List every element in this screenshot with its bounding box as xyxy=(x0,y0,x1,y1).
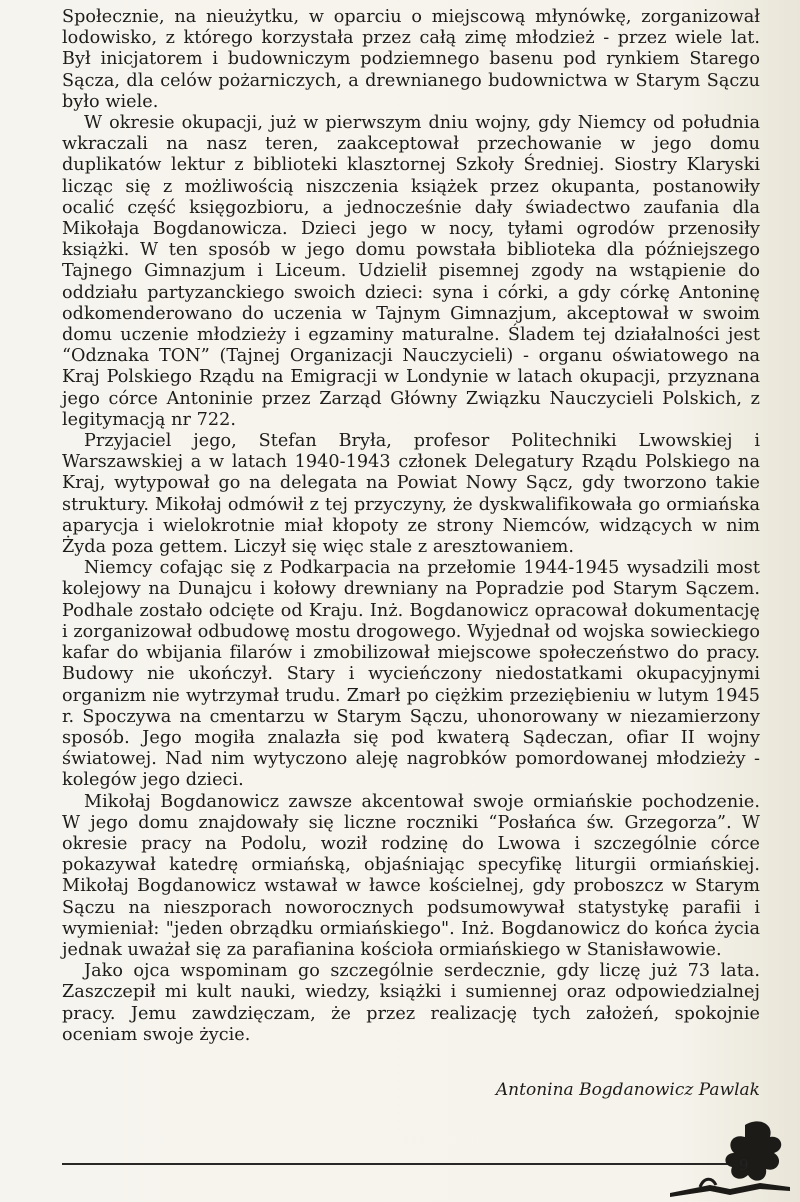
paragraph-4: Niemcy cofając się z Podkarpacia na przełomie 1944-1945 wysadzili most kolejowy na Dunajcu i kołowy drewniany na Popradzie pod Starym Sączem. Podhale zostało odcięte od Kraju. Inż. Bogdanowicz opracował dokumentację i zorganizował odbudowę mostu drogowego. Wyjednał od wojska sowieckiego kafar do wbijania filarów i zmobilizował miejscowe społeczeństwo do pracy. Budowy nie ukończył. Stary i wycieńczony niedostatkami okupacyjnymi organizm nie wytrzymał trudu. Zmarł po ciężkim przeziębieniu w lutym 1945 r. Spoczywa na cmentarzu w Starym Sączu, uhonorowany w niezamierzony sposób. Jego mogiła znalazła się pod kwaterą Sądeczan, ofiar II wojny światowej. Nad nim wytyczono aleję nagrobków pomordowanej młodzieży - kolegów jego dzieci. xyxy=(62,558,760,791)
paragraph-3: Przyjaciel jego, Stefan Bryła, profesor Politechniki Lwowskiej i Warszawskiej a w latach 1940-1943 członek Delegatury Rządu Polskiego na Kraj, wytypował go na delegata na Powiat Nowy Sącz, gdy tworzono takie struktury. Mikołaj odmówił z tej przyczyny, że dyskwalifikowała go ormiańska aparycja i wielokrotnie miał kłopoty ze strony Niemców, widzących w nim Żyda poza gettem. Liczył się więc stale z aresztowaniem. xyxy=(62,431,760,558)
paragraph-2: W okresie okupacji, już w pierwszym dniu wojny, gdy Niemcy od południa wkraczali na nasz teren, zaakceptował przechowanie w jego domu duplikatów lektur z biblioteki klasztornej Szkoły Średniej. Siostry Klaryski licząc się z możliwością niszczenia książek przez okupanta, postanowiły ocalić część księgozbioru, a jednocześnie dały świadectwo zaufania dla Mikołaja Bogdanowicza. Dzieci jego w nocy, tyłami ogrodów przenosiły książki. W ten sposób w jego domu powstała biblioteka dla późniejszego Tajnego Gimnazjum i Liceum. Udzielił pisemnej zgody na wstąpienie do oddziału partyzanckiego swoich dzieci: syna i córki, a gdy córkę Antoninę odkomenderowano do uczenia w Tajnym Gimnazjum, akceptował w swoim domu uczenie młodzieży i egzaminy maturalne. Śladem tej działalności jest “Odznaka TON” (Tajnej Organizacji Nauczycieli) - organu oświatowego na Kraj Polskiego Rządu na Emigracji w Londynie w latach okupacji, przyznana jego córce Antoninie przez Zarząd Główny Związku Nauczycieli Polskich, z legitymacją nr 722. xyxy=(62,113,760,430)
paragraph-1: Społecznie, na nieużytku, w oparciu o miejscową młynówkę, zorganizował lodowisko, z którego korzystała przez całą zimę młodzież - przez wiele lat. Był inicjatorem i budowniczym podziemnego basenu pod rynkiem Starego Sącza, dla celów pożarniczych, a drewnianego budownictwa w Starym Sączu było wiele. xyxy=(62,7,760,112)
page-number: 9 xyxy=(739,1156,749,1174)
decorative-vignette-icon xyxy=(670,1115,790,1200)
article-body xyxy=(62,7,760,1046)
author-signature: Antonina Bogdanowicz Pawlak xyxy=(495,1080,760,1100)
paragraph-6: Jako ojca wspominam go szczególnie serdecznie, gdy liczę już 73 lata. Zaszczepił mi kult nauki, wiedzy, książki i sumiennej oraz odpowiedzialnej pracy. Jemu zawdzięczam, że przez realizację tych założeń, spokojnie oceniam swoje życie. xyxy=(62,961,760,1045)
paragraph-5: Mikołaj Bogdanowicz zawsze akcentował swoje ormiańskie pochodzenie. W jego domu znajdowały się liczne roczniki “Posłańca św. Grzegorza”. W okresie pracy na Podolu, woził rodzinę do Lwowa i szczególnie córce pokazywał katedrę ormiańską, objaśniając specyfikę liturgii ormiańskiej. Mikołaj Bogdanowicz wstawał w ławce kościelnej, gdy proboszcz w Starym Sączu na nieszporach noworocznych podsumowywał statystykę parafii i wymieniał: "jeden obrządku ormiańskiego". Inż. Bogdanowicz do końca życia jednak uważał się za parafianina kościoła ormiańskiego w Stanisławowie. xyxy=(62,791,760,960)
footer-divider xyxy=(62,1163,752,1165)
